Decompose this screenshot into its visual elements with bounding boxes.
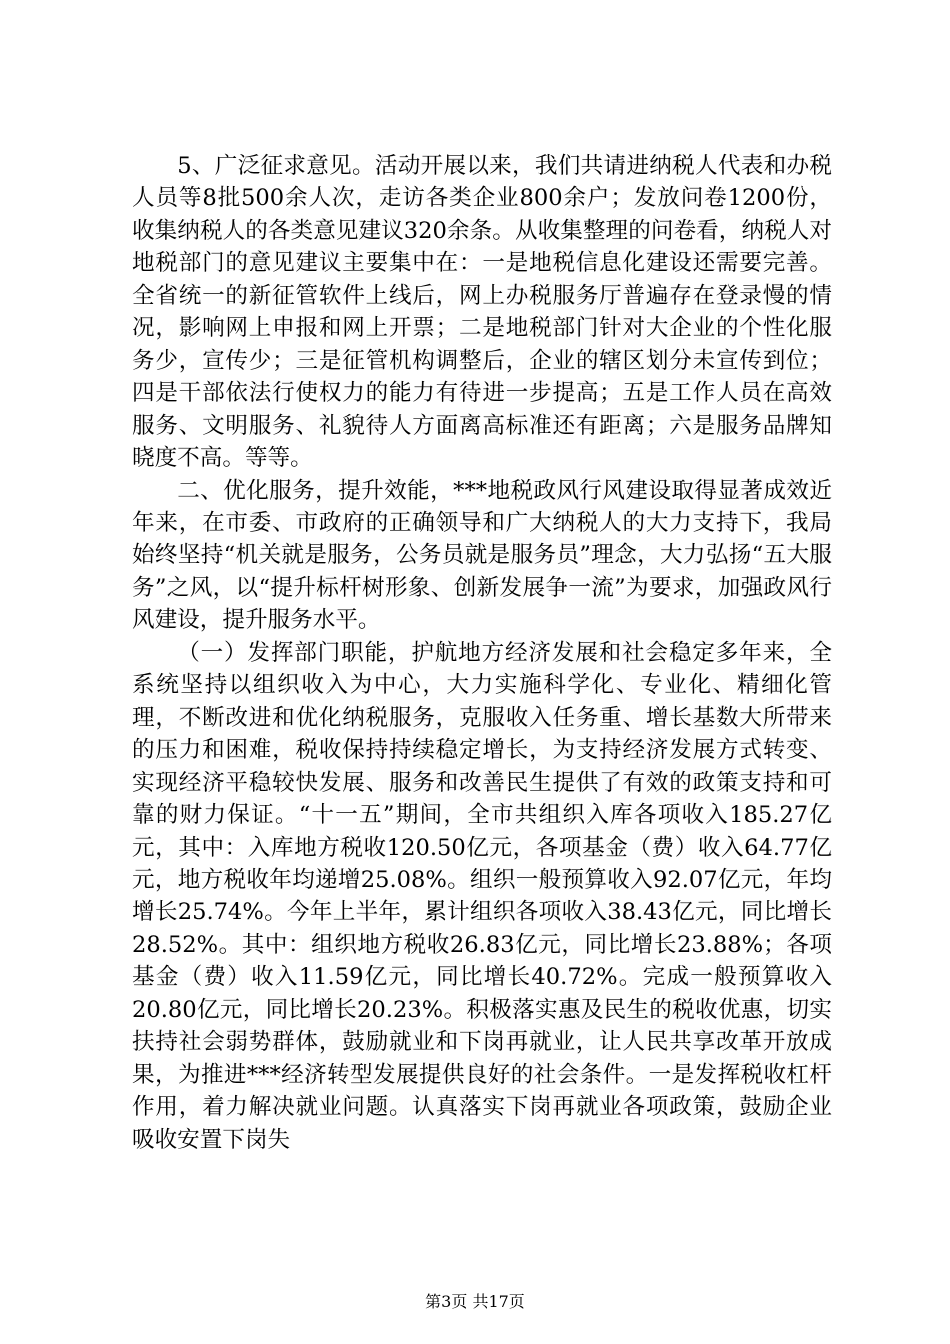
paragraph-optimize-service: 二、优化服务，提升效能，***地税政风行风建设取得显著成效近年来，在市委、市政府的正确领导和广大纳税人的大力支持下，我局始终坚持“机关就是服务，公务员就是服务员”理念，大力弘扬“五大服务”之风，以“提升标杆树形象、创新发展争一流”为要求，加强政风行风建设，提升服务水平。 (132, 477, 832, 634)
page-footer: 第3页 共17页 (425, 1292, 525, 1311)
document-body (132, 150, 832, 1156)
paragraph-department-functions: （一）发挥部门职能，护航地方经济发展和社会稳定多年来，全系统坚持以组织收入为中心，大力实施科学化、专业化、精细化管理，不断改进和优化纳税服务，克服收入任务重、增长基数大所带来的压力和困难，税收保持持续稳定增长，为支持经济发展方式转变、实现经济平稳较快发展、服务和改善民生提供了有效的政策支持和可靠的财力保证。“十一五”期间，全市共组织入库各项收入185.27亿元，其中：入库地方税收120.50亿元，各项基金（费）收入64.77亿元，地方税收年均递增25.08%。组织一般预算收入92.07亿元，年均增长25.74%。今年上半年，累计组织各项收入38.43亿元，同比增长28.52%。其中：组织地方税收26.83亿元，同比增长23.88%；各项基金（费）收入11.59亿元，同比增长40.72%。完成一般预算收入20.80亿元，同比增长20.23%。积极落实惠及民生的税收优惠，切实扶持社会弱势群体，鼓励就业和下岗再就业，让人民共享改革开放成果，为推进***经济转型发展提供良好的社会条件。一是发挥税收杠杆作用，着力解决就业问题。认真落实下岗再就业各项政策，鼓励企业吸收安置下岗失 (132, 639, 832, 1153)
paragraph-solicit-opinions: 5、广泛征求意见。活动开展以来，我们共请进纳税人代表和办税人员等8批500余人次，走访各类企业800余户；发放问卷1200份，收集纳税人的各类意见建议320余条。从收集整理的问卷看，纳税人对地税部门的意见建议主要集中在：一是地税信息化建设还需要完善。全省统一的新征管软件上线后，网上办税服务厅普遍存在登录慢的情况，影响网上申报和网上开票；二是地税部门针对大企业的个性化服务少，宣传少；三是征管机构调整后，企业的辖区划分未宣传到位；四是干部依法行使权力的能力有待进一步提高；五是工作人员在高效服务、文明服务、礼貌待人方面离高标准还有距离；六是服务品牌知晓度不高。等等。 (132, 153, 832, 472)
